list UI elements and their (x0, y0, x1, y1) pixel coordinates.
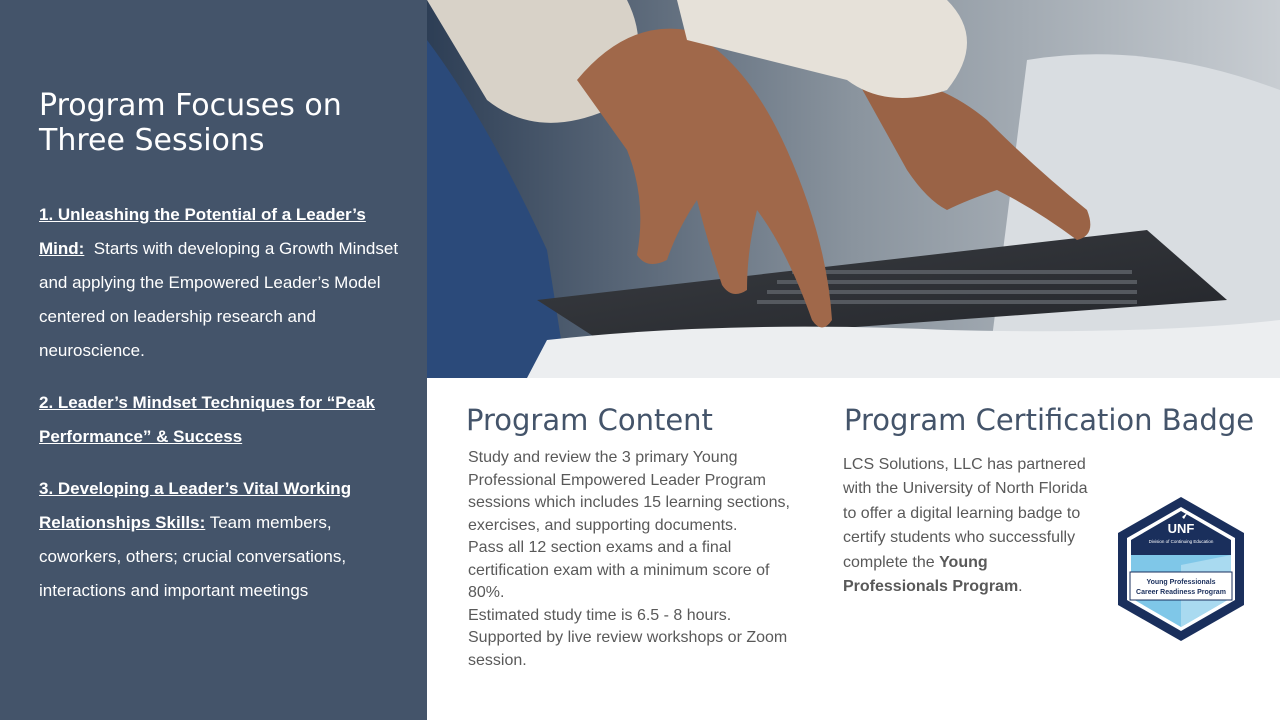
slide-title: Program Focuses on Three Sessions (39, 88, 342, 158)
program-content-title: Program Content (466, 403, 713, 437)
certification-badge-title: Program Certification Badge (844, 403, 1255, 437)
badge-logo-text: UNF (1167, 521, 1195, 536)
session-1-text: Starts with developing a Growth Mindset and applying the Empowered Leader’s Model centered on leadership research and neuroscience. (39, 239, 399, 360)
hexagon-badge-graphic (1116, 495, 1246, 643)
session-3 (39, 472, 399, 608)
session-1-title: 1. Unleashing the Potential of a Leader’s Mind: (39, 205, 366, 258)
content-paragraph-3: Estimated study time is 6.5 - 8 hours. Supported by live review workshops or Zoom session. (468, 606, 788, 669)
badge-line-1: Young Professionals (1146, 579, 1216, 586)
badge-division-text: Division of Continuing Education (1148, 539, 1214, 544)
program-content-body (468, 447, 798, 672)
session-1 (39, 198, 399, 368)
badge-text-before: LCS Solutions, LLC has partnered with the University of North Florida to offer a digital learning badge to certify students who successfully complete the (843, 456, 1088, 571)
badge-line-2: Career Readiness Program (1136, 589, 1226, 596)
photo-illustration (427, 0, 1280, 378)
content-paragraph-1: Study and review the 3 primary Young Professional Empowered Leader Program sessions which includes 15 learning sections, exercises, and supporting documents. (468, 449, 790, 534)
badge-description (843, 453, 1088, 599)
badge-program-name: Young Professionals Program (843, 553, 1019, 596)
left-panel (0, 0, 427, 720)
session-3-title: 3. Developing a Leader’s Vital Working Relationships Skills: (39, 479, 352, 532)
content-paragraph-2: Pass all 12 section exams and a final certification exam with a minimum score of 80%. (468, 539, 770, 601)
unf-certification-badge (1116, 495, 1246, 643)
laptop-typing-photo (427, 0, 1280, 378)
session-2 (39, 386, 399, 454)
session-2-title: 2. Leader’s Mindset Techniques for “Peak Performance” & Success (39, 393, 376, 446)
badge-text-after: . (1018, 578, 1023, 596)
session-3-text: Team members, coworkers, others; crucial conversations, interactions and important meetings (39, 513, 347, 600)
